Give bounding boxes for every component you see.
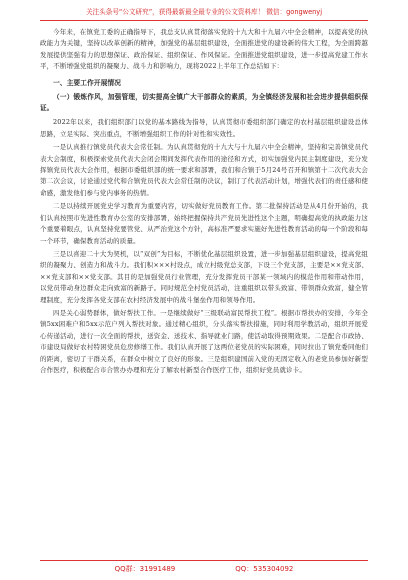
paragraph-2: 一是认真推行镇党员代表大会常任制。为认真贯彻党的十九大与十九届六中全会精神，坚持和完善镇党员代表大会制度，积极探索党员代表大会闭会期间发挥代表作用的途径和方式，切实加强党内民主制度建设，充分发挥镇党员代表大会作用，根据市委组织部的统一要求和部署，我们和合镇于5月24号召开和镇第十二次代表大会第二次会议，讨论通过党代和合镇党员代表大会常任制的决议，制订了代表活动计划，增强代表们的责任感和使命感，激发他们参与党内事务的热情。 [40,143,368,197]
paragraph-1: 2022年以来，我们组织部门以党的基本路线为指导，认真贯彻市委组织部门确定的农村基层组织建设总体思路，立足实际、突出重点，不断增强组织工作的针对性和实效性。 [40,118,368,138]
paragraph-5: 四是关心弱势群体，做好帮扶工作。一是继续做好“三级联动富民帮扶工程”。根据市帮扶办的安排，今年全镇5xx困难户和5xx示范户列入帮扶对象。通过精心组织，分头落实帮扶措施，同时利用学教活动，组织开展爱心传递活动，进行一次全面的帮扶，送资金、送技术、指导就业门路，使活动取得预期效果。二是配合市政协、市建设局做好农村特困党员危房修缮工作。我们认真开展了这两位老党员的实际困难，同时拉出了镇党委同他们的距离，密切了干群关系，在群众中树立了良好的形象。三是组织建国前入党的无固定收入的老党员参加好新型合作医疗，积极配合市合管办办理和充分了解农村新型合作医疗工作，组织好党员就诊卡。 [40,308,368,374]
paragraph-3: 二是以持续开展党史学习教育为重要内容，切实做好党员教育工作。第二批保持活动是从4月份开始的，我们认真按照市先进性教育办公室的安排部署，始终把握保持共产党员先进性这个主题，明确提高党的执政能力这个重要着眼点，认真坚持党要管党、从严治党这个方针，高标准严要求实施好先进性教育活动的每一个阶段和每一个环节，确保教育活动的质量。 [40,202,368,245]
section-heading: 一、主要工作开展情况 [53,78,121,87]
qq-contact-label: QQ：535304092 [235,565,294,573]
document-body [40,27,368,550]
footer-contact [40,560,368,574]
subsection-heading: （一）锻炼作风，加强管理，切实提高全镇广大干部群众的素质，为全镇经济发展和社会进步提供组织保证。 [40,92,368,113]
header-banner: 关注头条号“公文研究”，获得最新最全最专业的公文资料库！ 微信：gongwenyj [40,8,368,21]
paragraph-4: 三是以喜迎二十大为契机，以“双创”为目标，不断优化基层组织设置，进一步加强基层组织建设，提高党组织的凝聚力、创造力和战斗力。我们积×××村设点，成立村级党总支部，下设三个党支部，主要是××党支部、××党支部和××党支部。其目的是加强党员行业管理，充分发挥党员干部某一领域内的模范作用和带动作用，以党员带动身边群众走向致富的新路子。同时规范全村党员活动，注重组织以带头致富、带领群众致富，健全管理制度，充分发挥各党支部在农村经济发展中的战斗堡垒作用和领导作用。 [40,249,368,304]
intro-paragraph: 今年来，在镇党工委的正确指导下，我总支认真贯彻落实党的十九大和十九届六中全会精神，以提高党的执政能力为关键，坚持以改革创新的精神，加强党的基层组织建设，全面推进党的建设新的伟大工程，为全面跨越发展提供坚强有力的思想保证、政治保证、组织保证、作风保证。全面推进党组织建设，进一步提高党建工作水平，不断增强党组织的凝聚力、战斗力和影响力，现将2022上半年工作总结如下： [40,28,368,71]
qq-group-label: QQ群：31991489 [114,565,176,573]
